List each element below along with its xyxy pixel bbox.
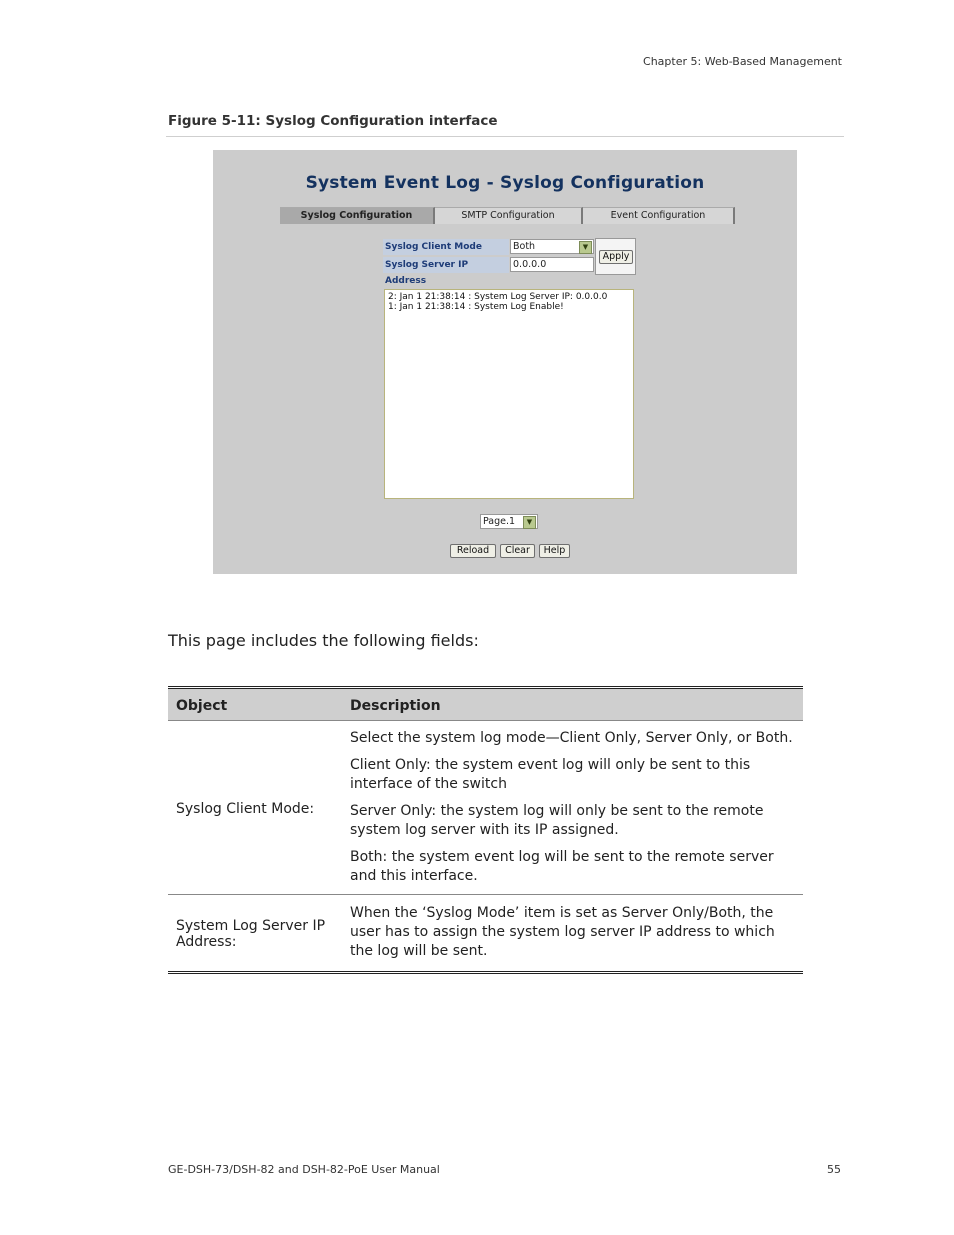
page-select[interactable] (480, 514, 538, 529)
table-row (168, 721, 803, 895)
syslog-form (383, 238, 635, 286)
description-cell (342, 721, 803, 895)
server-ip-input[interactable]: 0.0.0.0 (510, 257, 594, 272)
fields-table (168, 686, 803, 974)
description-paragraph: Select the system log mode—Client Only, Server Only, or Both. (350, 730, 793, 746)
chapter-header: Chapter 5: Web-Based Management (643, 55, 842, 68)
caption-divider (166, 136, 844, 137)
tab-syslog-configuration[interactable]: Syslog Configuration (280, 207, 435, 224)
client-mode-value: Both (513, 241, 536, 252)
log-line: 1: Jan 1 21:38:14 : System Log Enable! (388, 302, 564, 312)
intro-text: This page includes the following fields: (168, 631, 479, 650)
header-description: Description (342, 688, 803, 721)
log-line: 2: Jan 1 21:38:14 : System Log Server IP: 0.0.0.0 (388, 292, 608, 302)
client-mode-label: Syslog Client Mode (383, 239, 509, 255)
tab-smtp-configuration[interactable]: SMTP Configuration (435, 207, 583, 224)
page-select-value: Page.1 (483, 516, 516, 527)
reload-button[interactable]: Reload (450, 544, 496, 558)
object-cell: Syslog Client Mode: (168, 721, 342, 895)
page-number: 55 (827, 1163, 841, 1176)
apply-button[interactable]: Apply (599, 250, 633, 264)
system-log-textarea[interactable] (384, 289, 634, 499)
figure-caption: Figure 5-11: Syslog Configuration interface (168, 113, 498, 129)
tab-event-configuration[interactable]: Event Configuration (583, 207, 735, 224)
table-row (168, 895, 803, 973)
server-ip-label: Syslog Server IP Address (383, 257, 509, 273)
footer-manual: GE-DSH-73/DSH-82 and DSH-82-PoE User Manual (168, 1163, 440, 1176)
ui-title: System Event Log - Syslog Configuration (305, 173, 705, 193)
description-cell (342, 895, 803, 973)
clear-button[interactable]: Clear (500, 544, 535, 558)
header-object: Object (168, 688, 342, 721)
chevron-down-icon[interactable]: ▼ (523, 516, 536, 529)
description-paragraph: Client Only: the system event log will only be sent to this interface of the switch (350, 757, 751, 792)
description-paragraph: Server Only: the system log will only be sent to the remote system log server with its IP assigned. (350, 803, 764, 838)
chevron-down-icon[interactable]: ▼ (579, 241, 592, 254)
tab-bar (280, 207, 735, 224)
description-paragraph: When the ‘Syslog Mode’ item is set as Server Only/Both, the user has to assign the system log server IP address to which the log will be sent. (350, 905, 775, 959)
description-paragraph: Both: the system event log will be sent to the remote server and this interface. (350, 849, 774, 884)
apply-container (595, 238, 636, 275)
help-button[interactable]: Help (539, 544, 570, 558)
object-cell: System Log Server IP Address: (168, 895, 342, 973)
client-mode-select[interactable] (510, 239, 594, 254)
syslog-screenshot-panel (213, 150, 797, 574)
